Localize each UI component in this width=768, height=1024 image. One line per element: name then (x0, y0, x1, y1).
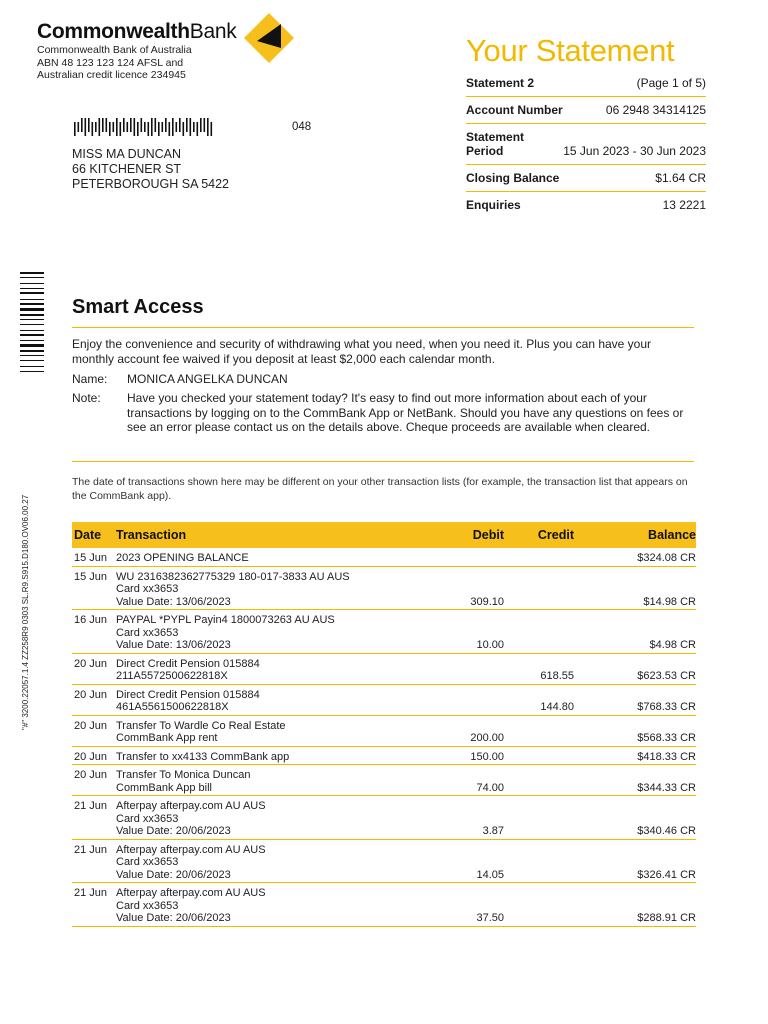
txn-balance: $4.98 CR (649, 639, 696, 651)
summary-label: Account Number (466, 103, 563, 117)
txn-date: 20 Jun (74, 769, 108, 781)
txn-date: 20 Jun (74, 688, 108, 701)
statement-summary (466, 70, 706, 218)
txn-debit: 14.05 (476, 868, 504, 881)
mail-sequence-number: 048 (292, 121, 312, 133)
txn-balance: $768.33 CR (637, 701, 696, 713)
print-code: "#" 3200.22057.1.4 ZZ258R9 0303 SL.R9.S915.D180.OV06.00.27 (21, 494, 30, 730)
txn-date: 21 Jun (74, 843, 108, 856)
txn-date: 15 Jun (74, 570, 108, 583)
bank-logo-wordmark: CommonwealthBank (37, 20, 237, 43)
table-row (72, 796, 696, 840)
summary-label: Enquiries (466, 198, 521, 212)
section-divider (72, 327, 694, 328)
table-row (72, 610, 696, 654)
table-row (72, 840, 696, 884)
txn-description: WU 2316382362775329 180-017-3833 AU AUS Card xx3653 Value Date: 13/06/2023 (116, 570, 350, 608)
header-date: Date (74, 528, 102, 542)
product-name: Smart Access (72, 296, 204, 318)
table-row (72, 685, 696, 716)
txn-credit: 144.80 (540, 701, 574, 713)
txn-balance: $568.33 CR (637, 732, 696, 744)
product-intro: Enjoy the convenience and security of withdrawing what you need, when you need it. Plus you can have your monthly account fee waived if you deposit at least $2,000 each calendar month. (72, 337, 652, 366)
statement-title: Your Statement (466, 33, 675, 68)
account-name-row (72, 372, 687, 387)
table-row (72, 765, 696, 796)
name-label: Name: (72, 372, 108, 386)
bank-info: Commonwealth Bank of Australia ABN 48 123 123 124 AFSL and Australian credit licence 234945 (37, 44, 192, 81)
commbank-diamond-logo-icon (243, 12, 295, 64)
postal-barcode-icon (72, 118, 214, 136)
transactions-table (72, 522, 696, 927)
txn-date: 16 Jun (74, 614, 108, 626)
table-row (72, 654, 696, 685)
txn-balance: $288.91 CR (637, 912, 696, 924)
txn-description: Direct Credit Pension 015884 461A5561500622818X (116, 688, 260, 713)
txn-debit: 150.00 (470, 750, 504, 763)
summary-row (466, 165, 706, 192)
txn-description: PAYPAL *PYPL Payin4 1800073263 AU AUS Card xx3653 Value Date: 13/06/2023 (116, 614, 335, 651)
table-row (72, 747, 696, 766)
txn-debit: 10.00 (476, 639, 504, 651)
txn-balance: $623.53 CR (637, 670, 696, 682)
txn-debit: 309.10 (470, 595, 504, 608)
txn-balance: $326.41 CR (637, 868, 696, 881)
txn-description: Direct Credit Pension 015884 211A5572500622818X (116, 657, 260, 682)
txn-balance: $344.33 CR (637, 781, 696, 794)
summary-value: (Page 1 of 5) (636, 76, 706, 90)
summary-row (466, 97, 706, 124)
txn-description: Transfer To Wardle Co Real Estate CommBank App rent (116, 719, 286, 744)
txn-description: 2023 OPENING BALANCE (116, 552, 249, 564)
txn-balance: $324.08 CR (637, 552, 696, 564)
header-balance: Balance (648, 528, 696, 542)
summary-value: 15 Jun 2023 - 30 Jun 2023 (563, 144, 706, 158)
table-header (72, 522, 696, 548)
summary-value: 13 2221 (662, 198, 706, 212)
txn-date: 20 Jun (74, 719, 108, 732)
summary-label: Statement Period (466, 130, 525, 158)
header-transaction: Transaction (116, 528, 187, 542)
summary-value: $1.64 CR (655, 171, 706, 185)
note-row (72, 391, 687, 435)
summary-row (466, 70, 706, 97)
summary-row (466, 192, 706, 218)
transaction-disclaimer: The date of transactions shown here may be different on your other transaction lists (for example, the transaction list that appears on the CommBank app). (72, 476, 688, 502)
table-row (72, 548, 696, 567)
txn-balance: $14.98 CR (643, 595, 696, 608)
txn-description: Afterpay afterpay.com AU AUS Card xx3653 Value Date: 20/06/2023 (116, 843, 266, 881)
account-holder-name: MONICA ANGELKA DUNCAN (127, 372, 288, 386)
header-debit: Debit (472, 528, 504, 542)
summary-value: 06 2948 34314125 (605, 103, 706, 117)
mailing-address: MISS MA DUNCAN 66 KITCHENER ST PETERBOROUGH SA 5422 (72, 147, 230, 191)
txn-description: Afterpay afterpay.com AU AUS Card xx3653 Value Date: 20/06/2023 (116, 800, 266, 837)
txn-date: 20 Jun (74, 657, 108, 670)
txn-description: Afterpay afterpay.com AU AUS Card xx3653 Value Date: 20/06/2023 (116, 887, 266, 924)
txn-description: Transfer To Monica Duncan CommBank App bill (116, 769, 251, 794)
txn-debit: 200.00 (470, 732, 504, 744)
summary-label: Closing Balance (466, 171, 560, 185)
txn-date: 21 Jun (74, 887, 108, 899)
txn-description: Transfer to xx4133 CommBank app (116, 750, 290, 763)
note-label: Note: (72, 391, 101, 405)
table-body (72, 548, 696, 927)
note-text: Have you checked your statement today? It's easy to find out more information about each of your transactions by logging on to the CommBank App or NetBank. Should you have any questions on fees or see an error please contact us on the details above. Cheque proceeds are available when cleared. (127, 391, 684, 434)
txn-debit: 3.87 (482, 825, 504, 837)
txn-date: 20 Jun (74, 750, 108, 763)
table-row (72, 883, 696, 927)
txn-date: 15 Jun (74, 552, 108, 564)
table-row (72, 716, 696, 747)
summary-row (466, 124, 706, 165)
txn-balance: $418.33 CR (637, 750, 696, 763)
table-row (72, 567, 696, 611)
header-credit: Credit (537, 528, 574, 542)
txn-debit: 37.50 (476, 912, 504, 924)
side-barcode-icon (20, 272, 44, 400)
txn-date: 21 Jun (74, 800, 108, 812)
txn-balance: $340.46 CR (637, 825, 696, 837)
summary-label: Statement 2 (466, 76, 535, 90)
txn-credit: 618.55 (540, 670, 574, 682)
txn-debit: 74.00 (476, 781, 504, 794)
section-divider (72, 461, 694, 462)
